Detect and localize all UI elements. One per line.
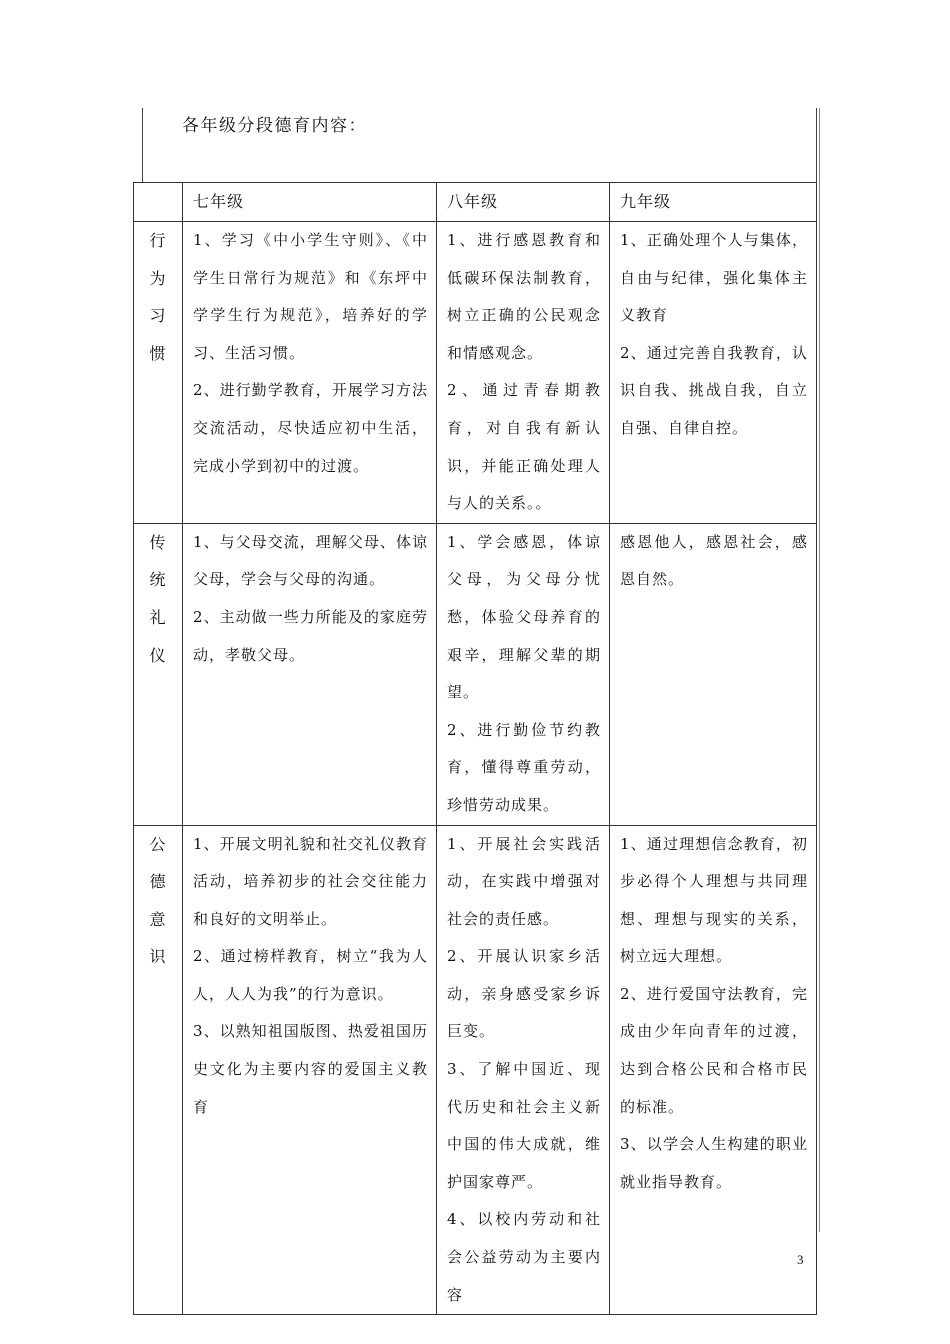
table-row-behavior-habits bbox=[134, 222, 817, 524]
frame-line-right bbox=[816, 108, 817, 182]
table-row-traditional-etiquette bbox=[134, 523, 817, 825]
category-char: 为 bbox=[149, 268, 167, 288]
content-item: 3、了解中国近、现代历史和社会主义新中国的伟大成就，维护国家尊严。 bbox=[447, 1060, 601, 1191]
grade8-cell bbox=[437, 222, 610, 524]
content-item: 2、开展认识家乡活动，亲身感受家乡诉巨变。 bbox=[447, 947, 601, 1041]
header-grade9: 九年级 bbox=[610, 183, 817, 222]
category-char: 公 bbox=[149, 834, 167, 854]
header-grade8: 八年级 bbox=[437, 183, 610, 222]
content-item: 1、开展社会实践活动，在实践中增强对社会的责任感。 bbox=[447, 834, 601, 928]
content-item: 感恩他人，感恩社会，感恩自然。 bbox=[620, 532, 808, 589]
content-item: 1、正确处理个人与集体，自由与纪律，强化集体主义教育 bbox=[620, 231, 808, 325]
content-item: 1、开展文明礼貌和社交礼仪教育活动，培养初步的社会交往能力和良好的文明举止。 bbox=[193, 834, 428, 928]
content-item: 4、以校内劳动和社会公益劳动为主要内容 bbox=[447, 1210, 601, 1304]
grade7-cell bbox=[183, 523, 437, 825]
category-cell bbox=[134, 222, 183, 524]
category-cell bbox=[134, 825, 183, 1315]
content-item: 2、通过完善自我教育，认识自我、挑战自我，自立自强、自律自控。 bbox=[620, 343, 808, 437]
content-item: 1、学习《中小学生守则》、《中学生日常行为规范》和《东坪中学学生行为规范》，培养好的学习、生活习惯。 bbox=[193, 231, 428, 362]
category-char: 意 bbox=[149, 909, 167, 929]
moral-education-table bbox=[133, 182, 817, 1315]
content-item: 3、以熟知祖国版图、热爱祖国历史文化为主要内容的爱国主义教育 bbox=[193, 1022, 428, 1116]
grade8-cell bbox=[437, 523, 610, 825]
page-number: 3 bbox=[797, 1252, 804, 1267]
frame-line-left bbox=[142, 108, 143, 182]
content-item: 2、进行勤学教育，开展学习方法交流活动，尽快适应初中生活，完成小学到初中的过渡。 bbox=[193, 381, 428, 475]
grade8-cell bbox=[437, 825, 610, 1315]
header-corner-cell bbox=[134, 183, 183, 222]
table-header-row bbox=[134, 183, 817, 222]
category-char: 习 bbox=[149, 306, 167, 326]
category-char: 惯 bbox=[149, 343, 167, 363]
content-item: 1、进行感恩教育和低碳环保法制教育，树立正确的公民观念和情感观念。 bbox=[447, 231, 601, 362]
grade9-cell bbox=[610, 523, 817, 825]
frame-line-outer bbox=[819, 108, 820, 1232]
category-char: 行 bbox=[149, 231, 167, 250]
content-item: 2、通过青春期教育，对自我有新认识，并能正确处理人与人的关系。。 bbox=[447, 381, 601, 513]
category-char: 德 bbox=[149, 872, 167, 892]
category-char: 统 bbox=[149, 570, 167, 590]
content-item: 2、通过榜样教育，树立“我为人人，人人为我”的行为意识。 bbox=[193, 947, 428, 1003]
grade9-cell bbox=[610, 825, 817, 1315]
category-char: 识 bbox=[149, 947, 167, 967]
grade9-cell bbox=[610, 222, 817, 524]
category-cell bbox=[134, 523, 183, 825]
content-item: 1、学会感恩，体谅父母，为父母分忧愁，体验父母养育的艰辛，理解父辈的期望。 bbox=[447, 532, 601, 702]
section-heading: 各年级分段德育内容： bbox=[182, 116, 367, 136]
table-row-public-morality bbox=[134, 825, 817, 1315]
content-item: 2、主动做一些力所能及的家庭劳动，孝敬父母。 bbox=[193, 607, 428, 664]
content-item: 2、进行爱国守法教育，完成由少年向青年的过渡，达到合格公民和合格市民的标准。 bbox=[620, 984, 808, 1116]
category-char: 礼 bbox=[149, 607, 167, 627]
content-item: 2、进行勤俭节约教育，懂得尊重劳动，珍惜劳动成果。 bbox=[447, 720, 601, 814]
content-item: 1、与父母交流，理解父母、体谅父母，学会与父母的沟通。 bbox=[193, 532, 428, 589]
content-item: 3、以学会人生构建的职业就业指导教育。 bbox=[620, 1135, 808, 1191]
grade7-cell bbox=[183, 222, 437, 524]
category-char: 传 bbox=[149, 532, 167, 552]
content-item: 1、通过理想信念教育，初步必得个人理想与共同理想、理想与现实的关系，树立远大理想。 bbox=[620, 834, 808, 966]
grade7-cell bbox=[183, 825, 437, 1315]
header-grade7: 七年级 bbox=[183, 183, 437, 222]
category-char: 仪 bbox=[149, 645, 167, 665]
